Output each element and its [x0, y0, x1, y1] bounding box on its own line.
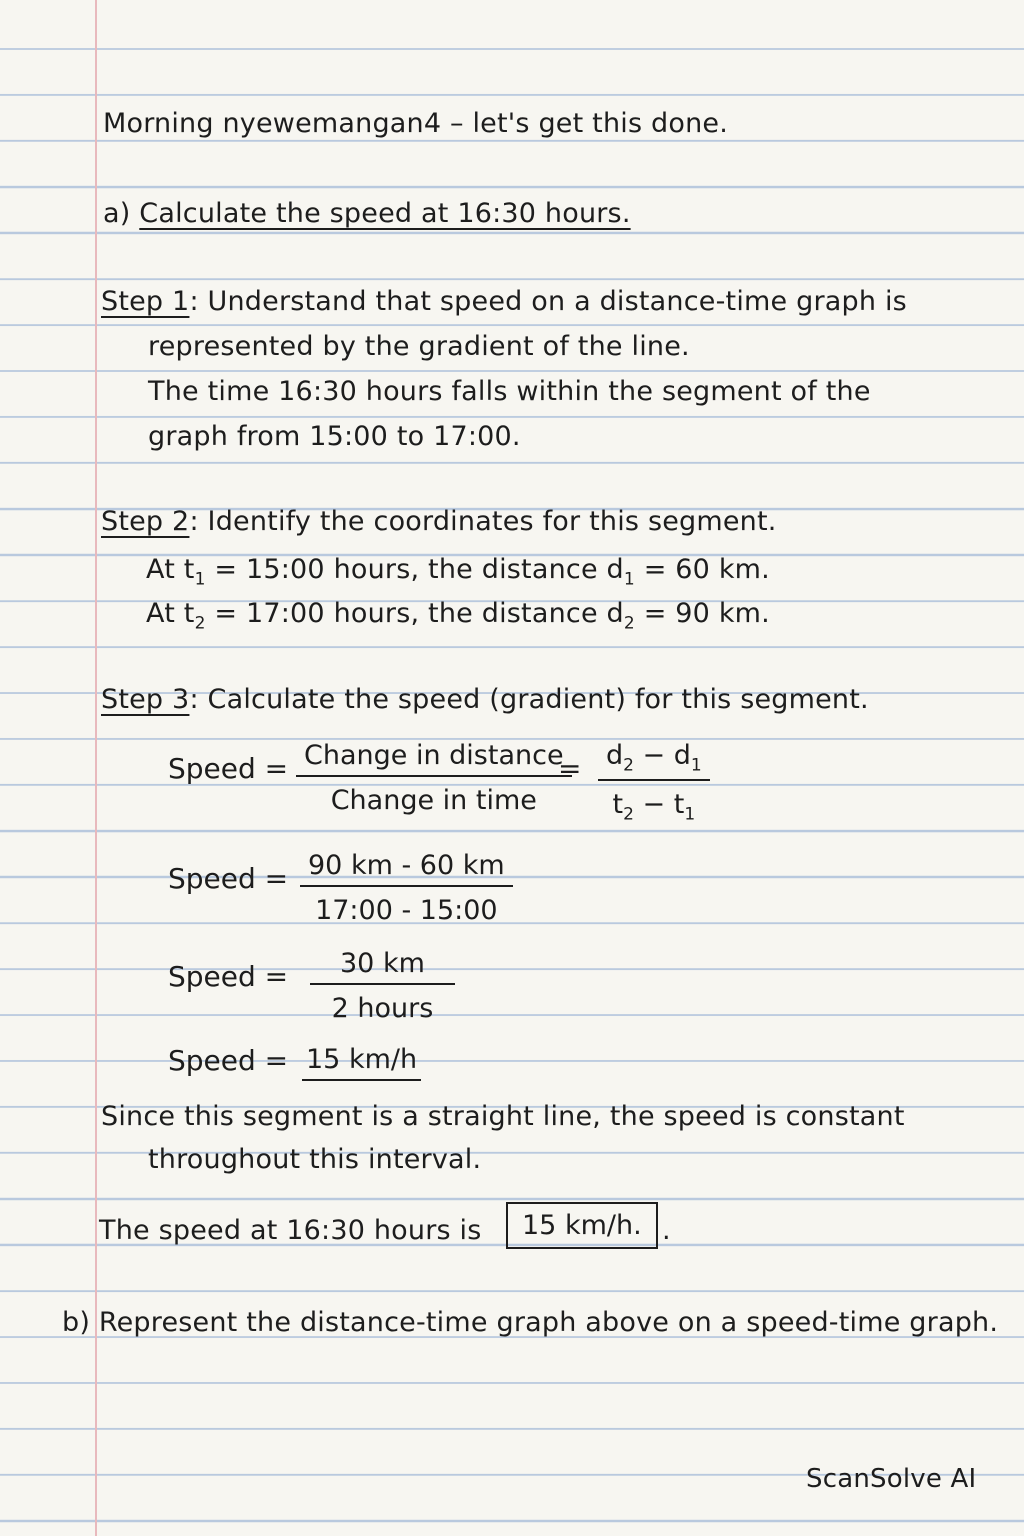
part-a-label: a) [103, 198, 131, 229]
conclusion-line-1: Since this segment is a straight line, the speed is constant [101, 1101, 905, 1132]
speed-label-4: Speed = [168, 1044, 289, 1077]
substitution-numerator: 90 km - 60 km [300, 850, 513, 887]
equals-sign: = [558, 752, 582, 785]
step2-coordinate-2: At $t_2$ = 17:00 hours, the distance $d_2 = 90$ km. [146, 598, 770, 634]
step3-line1: Calculate the speed (gradient) for this segment. [207, 684, 869, 715]
step2-label: Step 2 [101, 506, 190, 537]
part-b-question [62, 1307, 998, 1338]
step1-heading: Step 1: Understand that speed on a distance-time graph is [101, 286, 907, 317]
watermark: ScanSolve AI [806, 1464, 977, 1494]
symbolic-fraction [598, 740, 710, 825]
substitution-fraction [300, 850, 513, 926]
speed-label-3: Speed = [168, 960, 289, 993]
step2-line1: Identify the coordinates for this segment. [207, 506, 777, 537]
fraction-numerator: Change in distance [296, 740, 572, 777]
part-a-title: Calculate the speed at 16:30 hours. [139, 198, 631, 229]
part-b-title: Represent the distance-time graph above on a speed-time graph. [98, 1307, 999, 1338]
margin-line [95, 0, 97, 1536]
simplified-fraction [310, 948, 455, 1024]
simplified-denominator: 2 hours [331, 993, 434, 1024]
step1-line-1: represented by the gradient of the line. [148, 331, 690, 362]
step3-label: Step 3 [101, 684, 190, 715]
step2-coordinate-1: At $t_1$ = 15:00 hours, the distance $d_1 = 60$ km. [146, 554, 770, 590]
step2-heading: Step 2: Identify the coordinates for this segment. [101, 506, 777, 537]
fraction-denominator: Change in time [330, 785, 537, 816]
part-b-label: b) [62, 1307, 91, 1338]
symbolic-denominator: $t_2 - t_1$ [612, 789, 696, 825]
speed-label-1: Speed = [168, 752, 289, 785]
speed-result: 15 km/h [302, 1044, 421, 1081]
final-answer-period: . [662, 1215, 671, 1246]
symbolic-numerator: $d_2 - d_1$ [598, 740, 710, 781]
final-answer-text: The speed at 16:30 hours is [99, 1215, 482, 1246]
final-answer-box: 15 km/h. [506, 1202, 658, 1249]
simplified-numerator: 30 km [310, 948, 455, 985]
step3-heading: Step 3: Calculate the speed (gradient) for this segment. [101, 684, 869, 715]
step1-label: Step 1 [101, 286, 190, 317]
step1-line-3: graph from 15:00 to 17:00. [148, 421, 521, 452]
speed-formula-fraction [296, 740, 572, 816]
substitution-denominator: 17:00 - 15:00 [315, 895, 498, 926]
step1-line-2: The time 16:30 hours falls within the segment of the [148, 376, 871, 407]
step1-line-0: Understand that speed on a distance-time graph is [207, 286, 907, 317]
part-a-question [103, 198, 631, 229]
greeting: Morning nyewemangan4 – let's get this done. [103, 108, 728, 139]
conclusion-line-2: throughout this interval. [148, 1144, 482, 1175]
speed-label-2: Speed = [168, 862, 289, 895]
